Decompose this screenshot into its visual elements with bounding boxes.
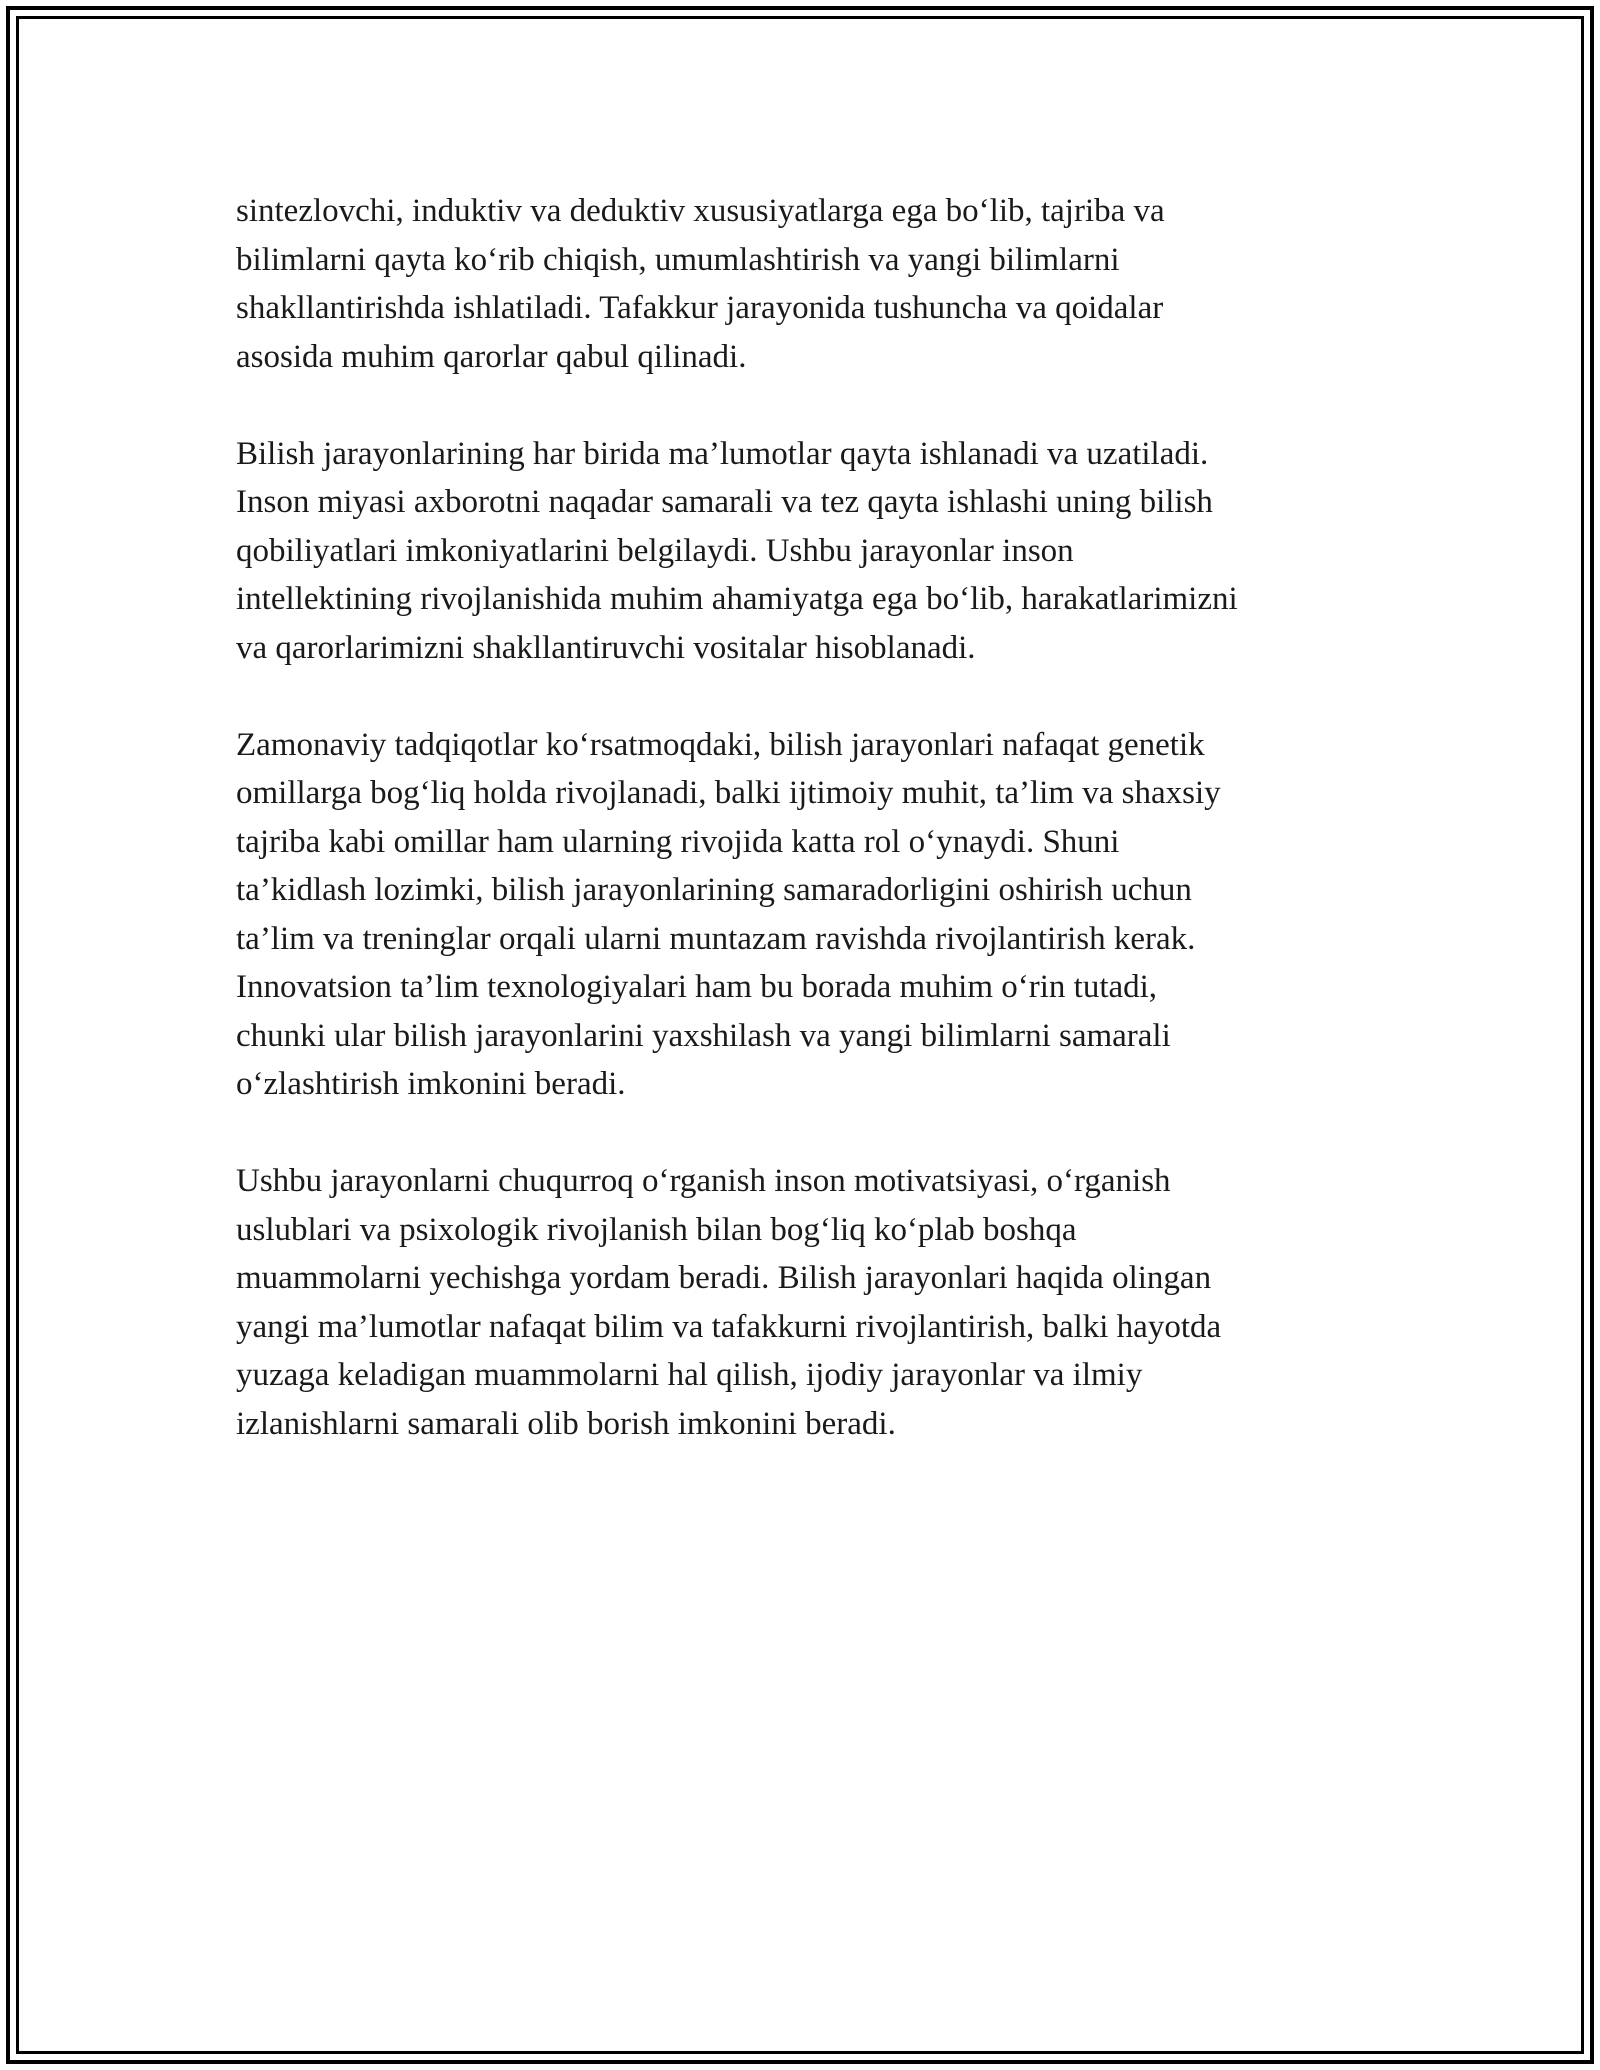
text-line: qobiliyatlari imkoniyatlarini belgilaydi. Ushbu jarayonlar inson bbox=[236, 532, 1074, 569]
text-line: Bilish jarayonlarining har birida ma’lumotlar qayta ishlanadi va uzatiladi. bbox=[236, 435, 1209, 472]
text-line: Innovatsion ta’lim texnologiyalari ham bu borada muhim o‘rin tutadi, bbox=[236, 969, 1158, 1005]
text-line: bilimlarni qayta ko‘rib chiqish, umumlashtirish va yangi bilimlarni bbox=[236, 241, 1120, 278]
paragraph-4 bbox=[236, 1157, 1386, 1448]
text-line: chunki ular bilish jarayonlarini yaxshilash va yangi bilimlarni samarali bbox=[236, 1017, 1171, 1054]
text-line: ta’lim va treninglar orqali ularni muntazam ravishda rivojlantirish kerak. bbox=[236, 920, 1196, 957]
text-line: shakllantirishda ishlatiladi. Tafakkur jarayonida tushuncha va qoidalar bbox=[236, 290, 1164, 326]
text-line: muammolarni yechishga yordam beradi. Bilish jarayonlari haqida olingan bbox=[236, 1260, 1212, 1296]
text-line: intellektining rivojlanishida muhim ahamiyatga ega bo‘lib, harakatlarimizni bbox=[236, 581, 1238, 617]
paragraph-1 bbox=[236, 187, 1386, 381]
text-line: sintezlovchi, induktiv va deduktiv xususiyatlarga ega bo‘lib, tajriba va bbox=[236, 193, 1165, 229]
text-line: tajriba kabi omillar ham ularning rivojida katta rol o‘ynaydi. Shuni bbox=[236, 823, 1120, 860]
text-line: va qarorlarimizni shakllantiruvchi vositalar hisoblanadi. bbox=[236, 629, 976, 666]
text-line: Zamonaviy tadqiqotlar ko‘rsatmoqdaki, bilish jarayonlari nafaqat genetik bbox=[236, 726, 1205, 763]
text-line: ta’kidlash lozimki, bilish jarayonlarining samaradorligini oshirish uchun bbox=[236, 872, 1192, 908]
text-line: Inson miyasi axborotni naqadar samarali va tez qayta ishlashi uning bilish bbox=[236, 484, 1213, 520]
paragraph-2 bbox=[236, 430, 1386, 673]
text-line: izlanishlarni samarali olib borish imkonini beradi. bbox=[236, 1405, 896, 1442]
text-line: asosida muhim qarorlar qabul qilinadi. bbox=[236, 338, 747, 375]
text-line: Ushbu jarayonlarni chuqurroq o‘rganish inson motivatsiyasi, o‘rganish bbox=[236, 1163, 1171, 1199]
text-line: o‘zlashtirish imkonini beradi. bbox=[236, 1066, 626, 1102]
text-line: omillarga bog‘liq holda rivojlanadi, balki ijtimoiy muhit, ta’lim va shaxsiy bbox=[236, 775, 1221, 811]
text-line: uslublari va psixologik rivojlanish bilan bog‘liq ko‘plab boshqa bbox=[236, 1211, 1077, 1248]
paragraph-3 bbox=[236, 721, 1386, 1109]
document-body bbox=[236, 187, 1386, 1497]
text-line: yangi ma’lumotlar nafaqat bilim va tafakkurni rivojlantirish, balki hayotda bbox=[236, 1308, 1222, 1345]
text-line: yuzaga keladigan muammolarni hal qilish, ijodiy jarayonlar va ilmiy bbox=[236, 1357, 1143, 1393]
